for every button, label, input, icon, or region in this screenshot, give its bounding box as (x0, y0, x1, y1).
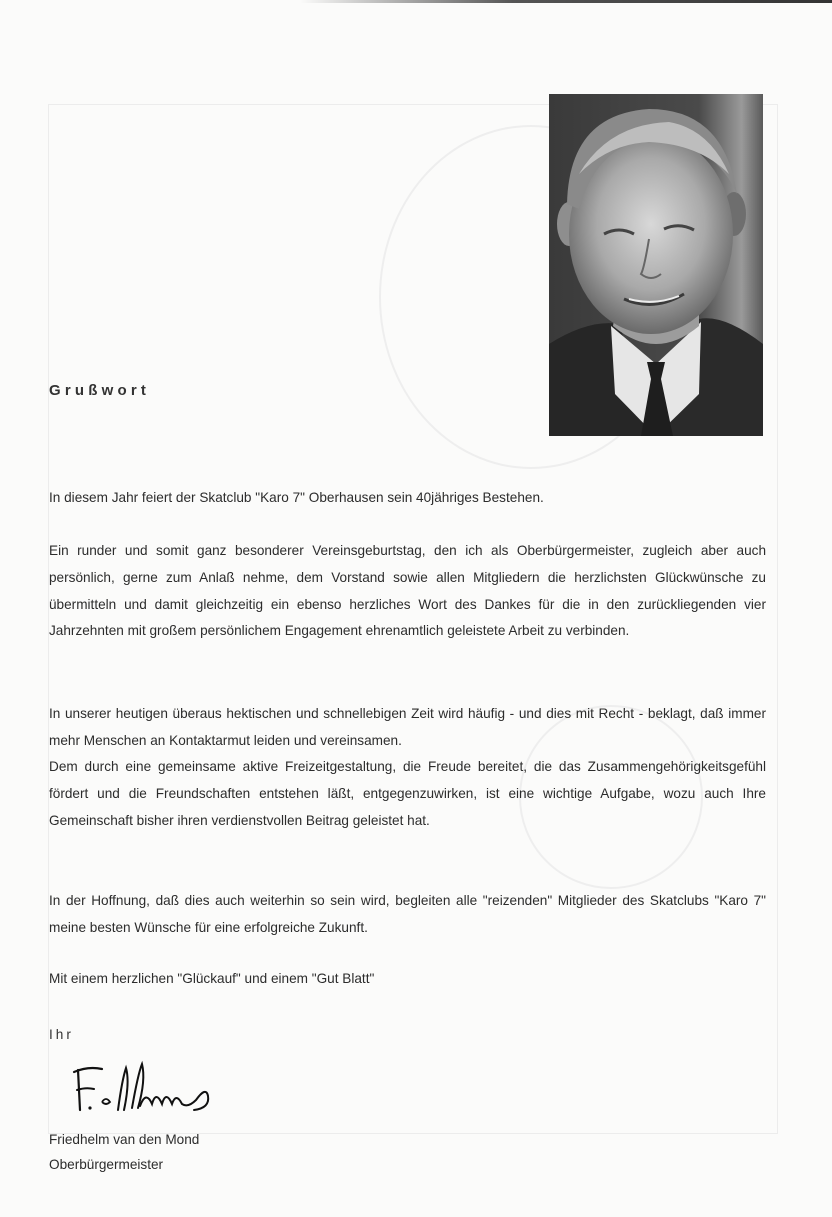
signer-name: Friedhelm van den Mond (49, 1132, 200, 1147)
paragraph-congratulations: Ein runder und somit ganz besonderer Vereinsgeburtstag, den ich als Oberbürgermeister, zugleich aber auch persönlich, gerne zum Anlaß nehme, dem Vorstand sowie allen Mitgliedern die herzlichsten Glückwünsche zu übermitteln und damit gleichzeitig ein ebenso herzliches Wort des Dankes für die in den zurückliegenden vier Jahrzehnten mit großem persönlichem Engagement ehrenamtlich geleistete Arbeit zu verbinden. (49, 543, 766, 639)
scan-edge-shadow (300, 0, 832, 3)
paragraph-intro: In diesem Jahr feiert der Skatclub "Karo 7" Oberhausen sein 40jähriges Bestehen. (49, 490, 544, 505)
paragraph-wishes: In der Hoffnung, daß dies auch weiterhin so sein wird, begleiten alle "reizenden" Mitglieder des Skatclubs "Karo 7" meine besten Wünsche für eine erfolgreiche Zukunft. (49, 893, 766, 935)
paragraph-society: In unserer heutigen überaus hektischen und schnellebigen Zeit wird häufig - und dies mit Recht - beklagt, daß immer mehr Menschen an Kontaktarmut leiden und vereinsamen. (49, 706, 766, 748)
paragraph-greeting: Mit einem herzlichen "Glückauf" und einem "Gut Blatt" (49, 971, 375, 986)
signer-title: Oberbürgermeister (49, 1157, 164, 1172)
portrait-illustration (549, 94, 763, 436)
page-heading: Grußwort (49, 382, 151, 399)
closing-word: Ihr (49, 1027, 74, 1042)
handwritten-signature (68, 1060, 238, 1120)
portrait-photo (549, 94, 763, 436)
paragraph-community: Dem durch eine gemeinsame aktive Freizeitgestaltung, die Freude bereitet, die das Zusammengehörigkeitsgefühl fördert und die Freundschaften entstehen läßt, entgegenzuwirken, ist eine wichtige Aufgabe, wozu auch Ihre Gemeinschaft bisher ihren verdienstvollen Beitrag geleistet hat. (49, 759, 766, 828)
